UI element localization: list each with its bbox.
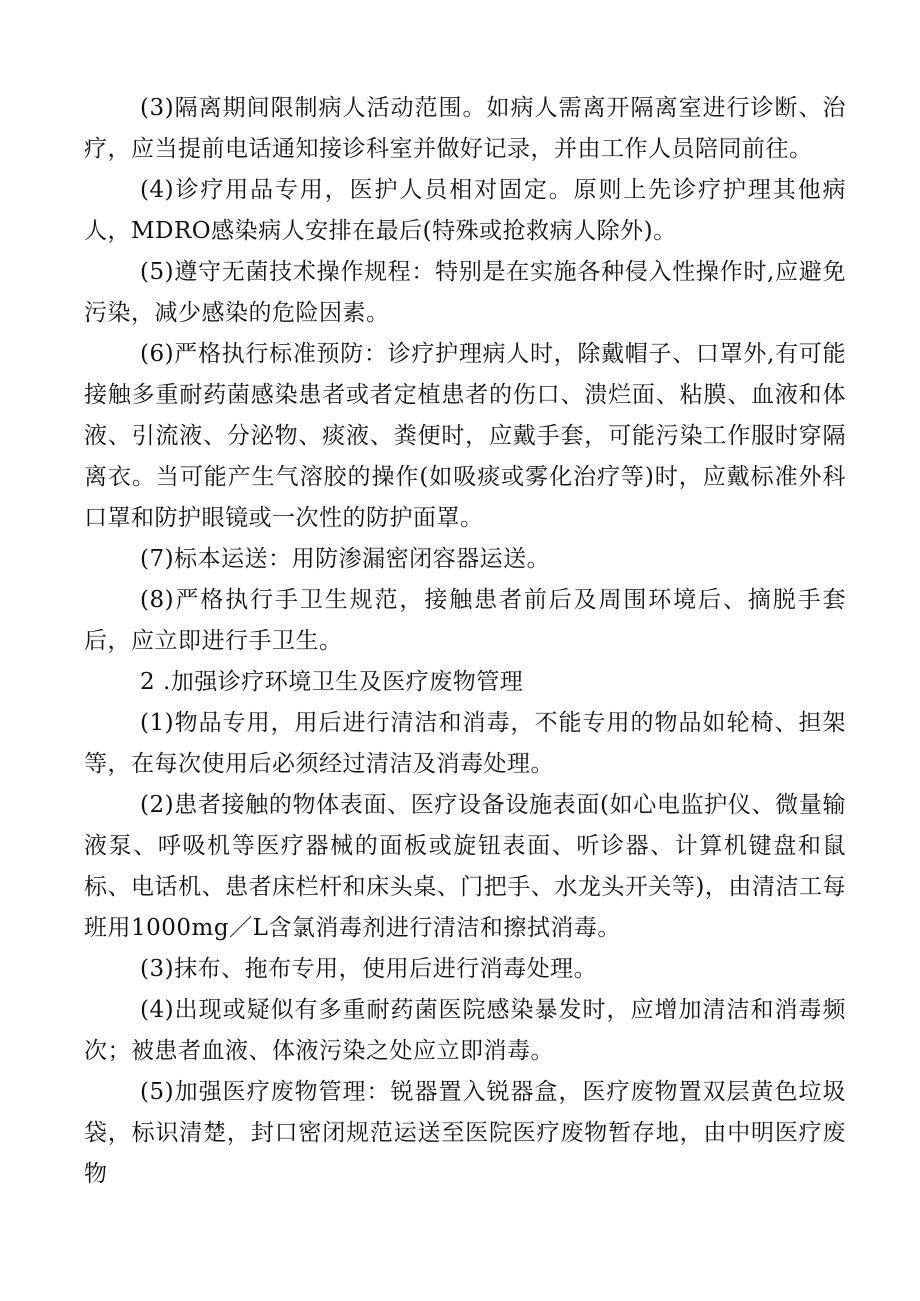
document-page — [84, 88, 846, 1195]
paragraph-hand-hygiene: (8)严格执行手卫生规范，接触患者前后及周围环境后、摘脱手套后，应立即进行手卫生。 — [84, 587, 846, 654]
paragraph-aseptic-technique: (5)遵守无菌技术操作规程：特别是在实施各种侵入性操作时,应避免污染，减少感染的危险因素。 — [84, 259, 846, 326]
paragraph-surface-disinfection: (2)患者接触的物体表面、医疗设备设施表面(如心电监护仪、微量输液泵、呼吸机等医疗器械的面板或旋钮表面、听诊器、计算机键盘和鼠标、电话机、患者床栏杆和床头桌、门把手、水龙头开关等)，由清洁工每班用1000mg／L含氯消毒剂进行清洁和擦拭消毒。 — [84, 792, 846, 941]
paragraph-outbreak-cleaning: (4)出现或疑似有多重耐药菌医院感染暴发时，应增加清洁和消毒频次；被患者血液、体液污染之处应立即消毒。 — [84, 997, 846, 1064]
paragraph-item-dedicated: (1)物品专用，用后进行清洁和消毒，不能专用的物品如轮椅、担架等，在每次使用后必须经过清洁及消毒处理。 — [84, 710, 846, 777]
paragraph-cloth-mop: (3)抹布、拖布专用，使用后进行消毒处理。 — [140, 956, 598, 982]
paragraph-specimen-transport: (7)标本运送：用防渗漏密闭容器运送。 — [140, 546, 551, 572]
paragraph-isolation-activity: (3)隔离期间限制病人活动范围。如病人需离开隔离室进行诊断、治疗，应当提前电话通知接诊科室并做好记录，并由工作人员陪同前往。 — [84, 95, 846, 162]
paragraph-standard-precautions: (6)严格执行标准预防：诊疗护理病人时，除戴帽子、口罩外,有可能接触多重耐药菌感染患者或者定植患者的伤口、溃烂面、粘膜、血液和体液、引流液、分泌物、痰液、粪便时，应戴手套，可能污染工作服时穿隔离衣。当可能产生气溶胶的操作(如吸痰或雾化治疗等)时，应戴标准外科口罩和防护眼镜或一次性的防护面罩。 — [84, 341, 846, 531]
paragraph-medical-waste: (5)加强医疗废物管理：锐器置入锐器盒，医疗废物置双层黄色垃圾袋，标识清楚，封口密闭规范运送至医院医疗废物暂存地，由中明医疗废物 — [84, 1079, 846, 1187]
section-heading-environment: 2 .加强诊疗环境卫生及医疗废物管理 — [140, 669, 524, 695]
paragraph-dedicated-supplies: (4)诊疗用品专用，医护人员相对固定。原则上先诊疗护理其他病人，MDRO感染病人安排在最后(特殊或抢救病人除外)。 — [84, 177, 846, 244]
